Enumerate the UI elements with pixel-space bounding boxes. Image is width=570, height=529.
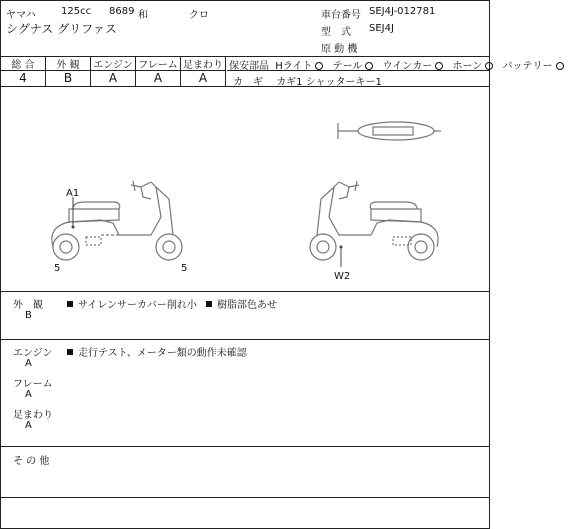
ok-circle-icon	[435, 62, 443, 70]
engine-notes	[67, 344, 247, 359]
type-value: SEJ4J	[369, 23, 394, 34]
frame-title: フレーム	[13, 379, 53, 390]
frame-grade: A	[25, 389, 32, 400]
ok-circle-icon	[315, 62, 323, 70]
part-headlight: Hライト	[275, 61, 313, 72]
ok-circle-icon	[556, 62, 564, 70]
key-row	[233, 73, 382, 88]
ok-circle-icon	[485, 62, 493, 70]
suspension-title: 足まわり	[13, 410, 53, 421]
color: クロ	[189, 10, 209, 21]
engine-grade: A	[25, 358, 32, 369]
engine-note-1: 走行テスト、メーター類の動作未確認	[78, 348, 247, 359]
mark-w2: W2	[334, 271, 351, 282]
engine-title: エンジン	[13, 348, 53, 359]
grade-header-suspension: 足まわり	[183, 59, 223, 71]
bullet-icon	[67, 349, 73, 355]
grade-exterior: B	[63, 71, 73, 85]
part-battery: バッテリー	[502, 61, 553, 72]
suspension-grade: A	[25, 420, 32, 431]
exterior-notes	[67, 296, 277, 311]
scooter-top-view	[338, 122, 441, 140]
safety-parts-row	[229, 57, 570, 72]
grade-header-exterior: 外 観	[56, 59, 80, 71]
safety-parts-title: 保安部品	[229, 61, 269, 72]
engine-label: 原 動 機	[321, 44, 358, 55]
part-winker: ウインカー	[382, 61, 433, 72]
exterior-title: 外 観	[13, 300, 43, 311]
key-value: カギ1 シャッターキー1	[276, 77, 382, 88]
ok-circle-icon	[365, 62, 373, 70]
frame-number-label: 車台番号	[321, 10, 361, 21]
bullet-icon	[67, 301, 73, 307]
frame-number: SEJ4J-012781	[369, 6, 436, 17]
other-title: そ の 他	[13, 456, 50, 467]
grade-engine: A	[108, 71, 118, 85]
maker: ヤマハ	[6, 10, 36, 21]
exterior-note-1: サイレンサーカバー削れ小	[78, 300, 197, 311]
mark-front-wheel: 5	[54, 263, 61, 274]
grade-header-overall: 総 合	[11, 59, 35, 71]
grade-overall: 4	[19, 71, 27, 85]
grade-suspension: A	[198, 71, 208, 85]
key-label: カ ギ	[233, 77, 263, 88]
exterior-grade: B	[25, 310, 32, 321]
mark-a1: A1	[66, 188, 80, 199]
part-tail: テール	[332, 61, 363, 72]
bullet-icon	[206, 301, 212, 307]
model-name: シグナス グリファス	[6, 22, 117, 36]
displacement: 125cc	[61, 6, 92, 17]
grade-frame: A	[153, 71, 163, 85]
part-horn: ホーン	[452, 61, 483, 72]
lot-suffix: 和	[138, 10, 148, 21]
grade-header-engine: エンジン	[93, 59, 133, 71]
mark-rear-wheel: 5	[181, 263, 188, 274]
scooter-right-view	[310, 181, 438, 260]
number: 8689	[109, 6, 135, 17]
grade-header-frame: フレーム	[138, 59, 178, 71]
exterior-note-2: 樹脂部色あせ	[217, 300, 278, 311]
type-label: 型 式	[321, 27, 351, 38]
